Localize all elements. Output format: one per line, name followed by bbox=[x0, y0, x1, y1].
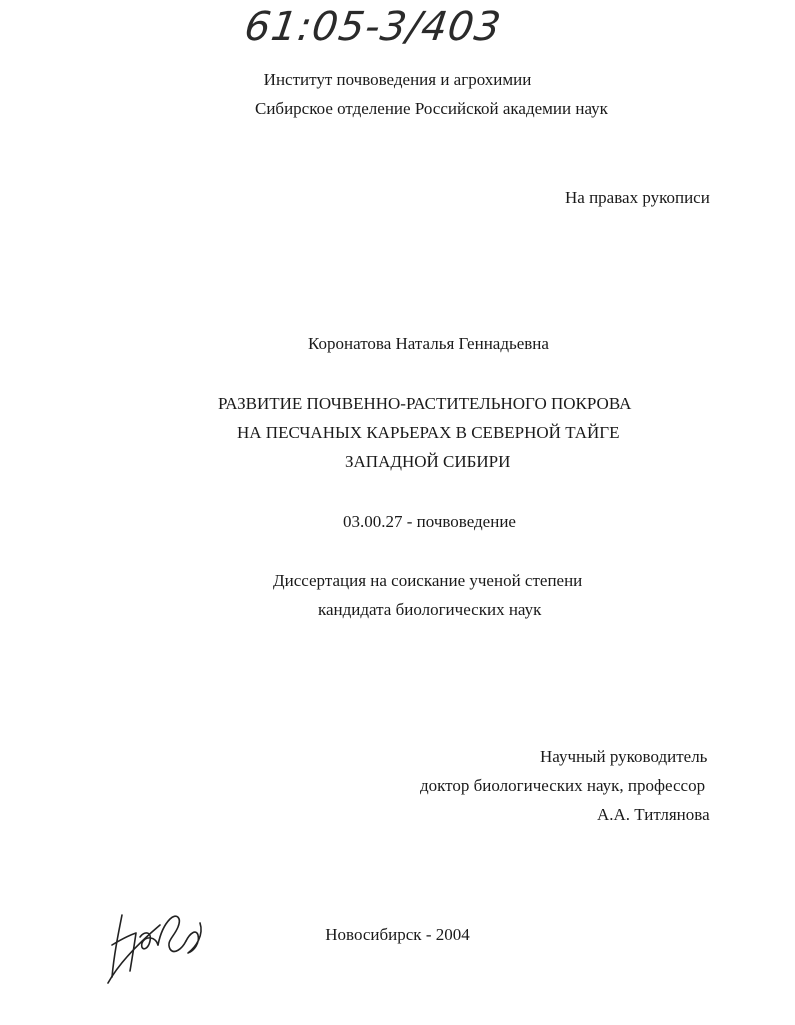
supervisor-name: А.А. Титлянова bbox=[597, 805, 710, 824]
title-line-2: НА ПЕСЧАНЫХ КАРЬЕРАХ В СЕВЕРНОЙ ТАЙГЕ bbox=[237, 423, 620, 442]
archive-code-handwritten: 61:05-3/403 bbox=[241, 4, 505, 50]
degree-line-2: кандидата биологических наук bbox=[318, 600, 542, 619]
title-line-3: ЗАПАДНОЙ СИБИРИ bbox=[345, 452, 511, 471]
supervisor-label: Научный руководитель bbox=[540, 747, 708, 766]
branch-name: Сибирское отделение Российской академии наук bbox=[255, 99, 608, 118]
institute-name: Институт почвоведения и агрохимии bbox=[263, 70, 532, 89]
rights-note: На правах рукописи bbox=[565, 188, 710, 207]
degree-line-1: Диссертация на соискание ученой степени bbox=[273, 571, 583, 590]
title-line-1: РАЗВИТИЕ ПОЧВЕННО-РАСТИТЕЛЬНОГО ПОКРОВА bbox=[218, 394, 632, 413]
specialty-code: 03.00.27 - почвоведение bbox=[343, 512, 516, 531]
supervisor-credentials: доктор биологических наук, профессор bbox=[420, 776, 706, 795]
place-year: Новосибирск - 2004 bbox=[325, 925, 470, 944]
author-name: Коронатова Наталья Геннадьевна bbox=[308, 334, 549, 353]
